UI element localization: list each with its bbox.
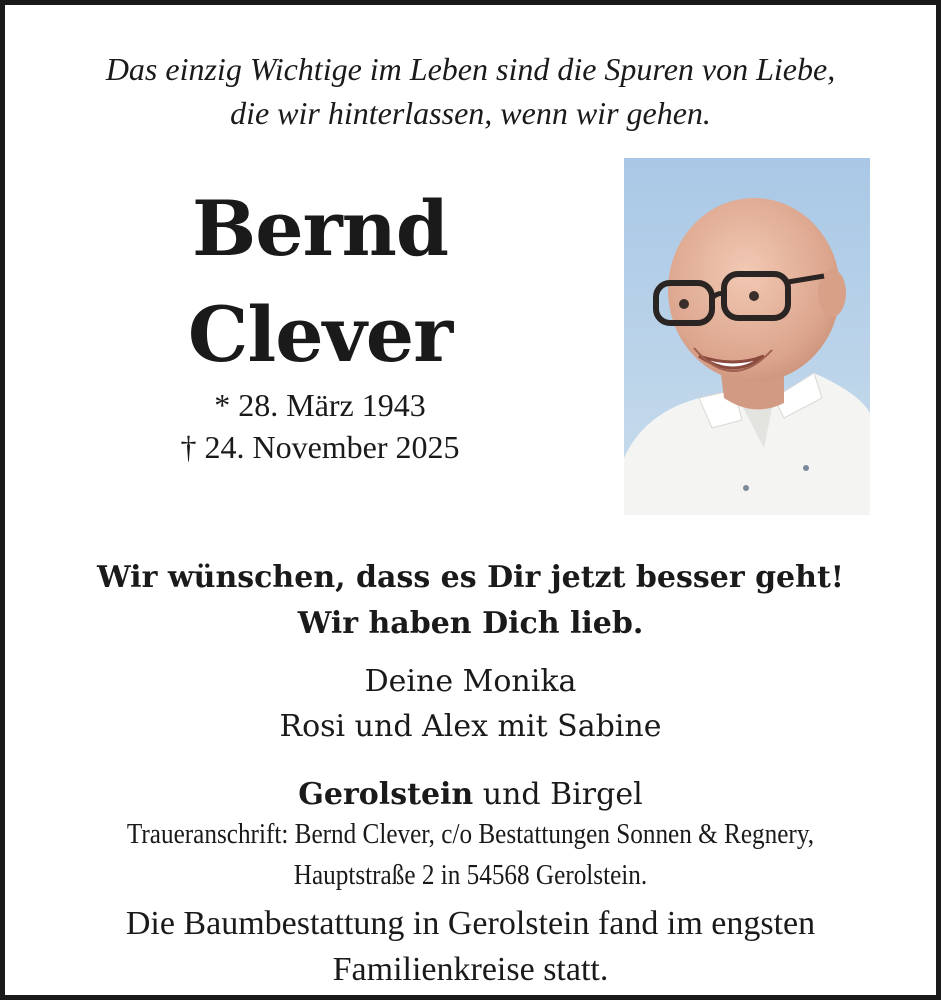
memorial-quote bbox=[5, 47, 936, 135]
mourner-line-1: Deine Monika bbox=[364, 664, 577, 699]
place-line bbox=[5, 775, 936, 815]
mourning-address-line-2: Hauptstraße 2 in 54568 Gerolstein. bbox=[293, 860, 648, 891]
farewell-line-1: Wir wünschen, dass es Dir jetzt besser geht! bbox=[97, 560, 844, 595]
mourner-line-2: Rosi und Alex mit Sabine bbox=[279, 709, 662, 744]
death-date: † 24. November 2025 bbox=[180, 429, 460, 465]
quote-line-1: Das einzig Wichtige im Leben sind die Spuren von Liebe, bbox=[105, 51, 836, 87]
birth-date: * 28. März 1943 bbox=[214, 387, 426, 423]
place-primary: Gerolstein bbox=[298, 777, 474, 812]
burial-note-line-1: Die Baumbestattung in Gerolstein fand im engsten bbox=[125, 905, 816, 942]
portrait-photo bbox=[624, 158, 870, 515]
deceased-first-name: Bernd bbox=[191, 184, 449, 273]
farewell-line-2: Wir haben Dich lieb. bbox=[297, 606, 644, 641]
portrait-illustration bbox=[624, 158, 870, 515]
place-secondary: und Birgel bbox=[473, 777, 643, 812]
burial-note-line-2: Familienkreise statt. bbox=[332, 951, 609, 988]
quote-line-2: die wir hinterlassen, wenn wir gehen. bbox=[230, 95, 711, 131]
mourning-address-line-1: Traueranschrift: Bernd Clever, c/o Bestattungen Sonnen & Regnery, bbox=[126, 819, 815, 850]
deceased-last-name: Clever bbox=[187, 290, 453, 379]
